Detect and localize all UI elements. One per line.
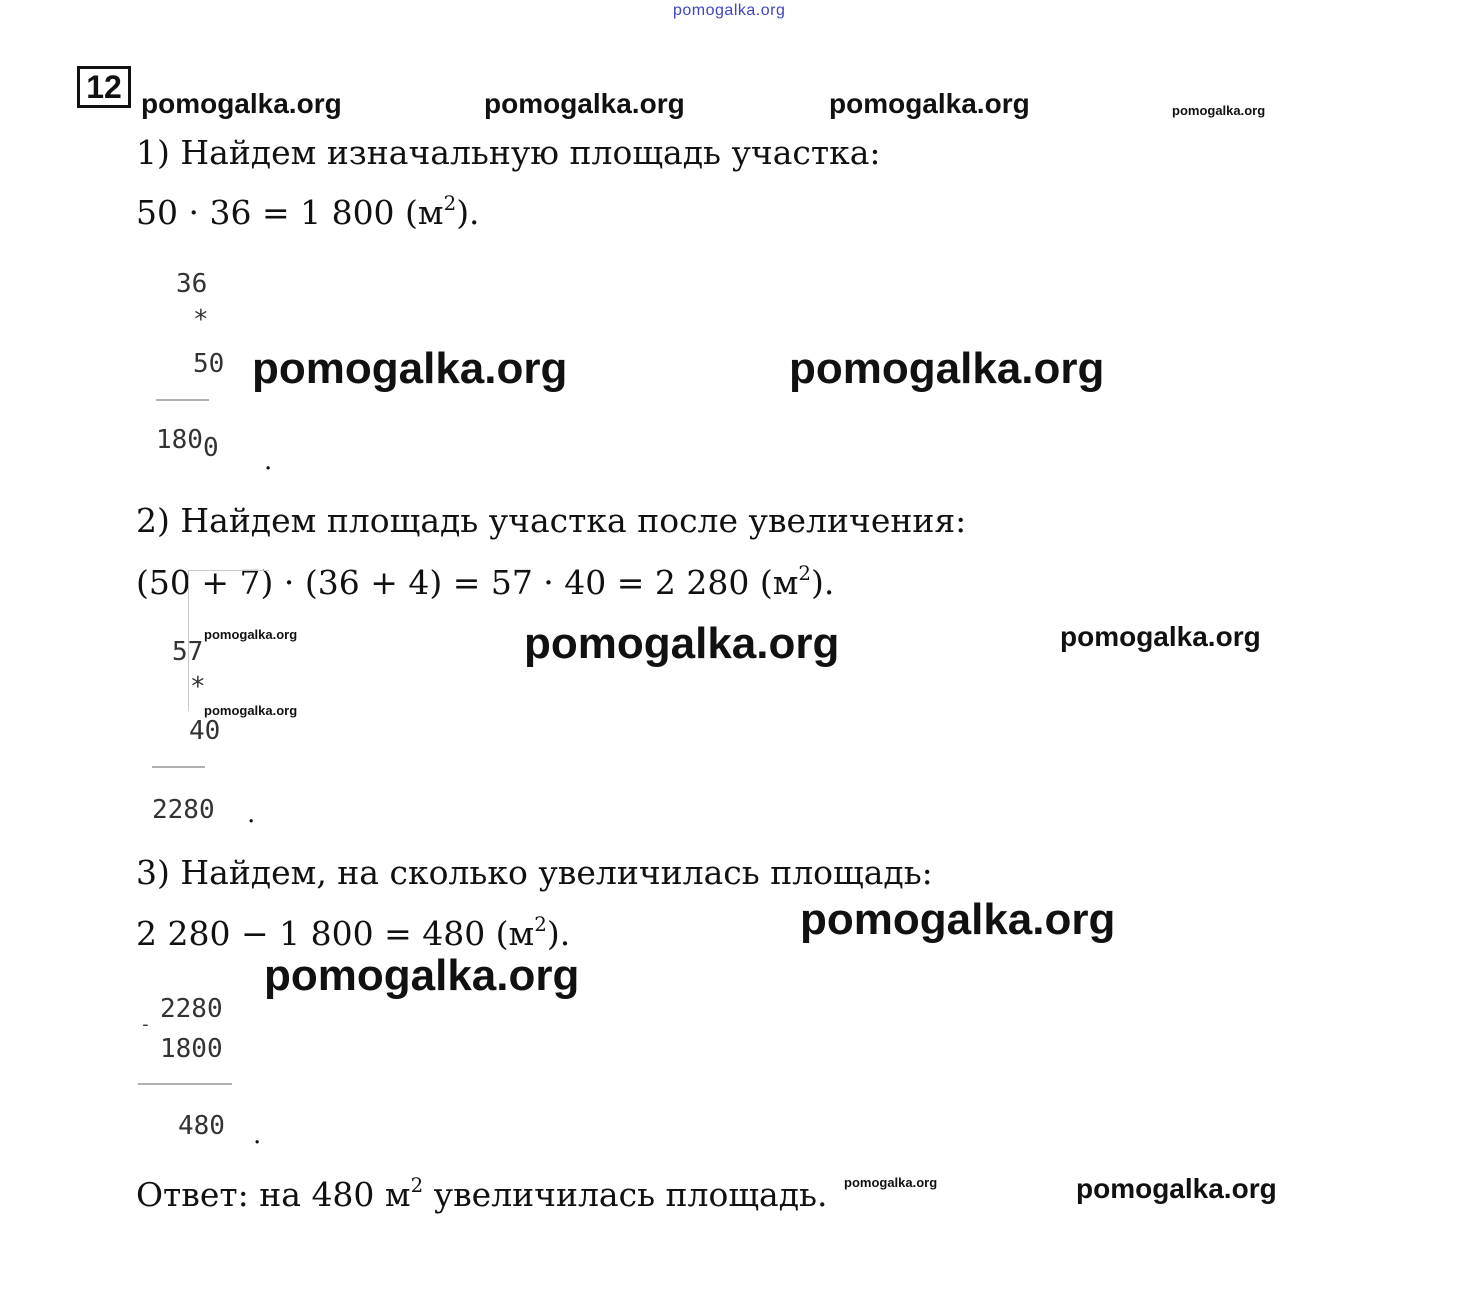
- watermark: pomogalka.org: [1172, 103, 1266, 118]
- calc-2-operator: *: [190, 672, 206, 702]
- answer-line: Ответ: на 480 $м^2$ увеличилась площадь.: [136, 1174, 828, 1214]
- watermark: pomogalka.org: [252, 344, 568, 393]
- watermark: pomogalka.org: [789, 344, 1105, 393]
- watermark: pomogalka.org: [204, 703, 298, 718]
- calc-3-subtrahend: 1800: [160, 1034, 223, 1064]
- calc-1-dot: .: [264, 446, 273, 476]
- watermark: pomogalka.org: [1076, 1173, 1277, 1204]
- watermark: pomogalka.org: [844, 1175, 938, 1190]
- calc-3-minuend: 2280: [160, 994, 223, 1024]
- step-1-heading: 1) Найдем изначальную площадь участка:: [136, 133, 881, 172]
- calc-3-rule: [138, 1083, 232, 1085]
- step-2-heading: 2) Найдем площадь участка после увеличения:: [136, 501, 967, 540]
- step-2-equation: (50 + 7) · (36 + 4) = 57 · 40 = 2 280 $(м^2)$.: [136, 562, 835, 602]
- watermark: pomogalka.org: [484, 88, 685, 119]
- step-3-heading: 3) Найдем, на сколько увеличилась площадь:: [136, 853, 933, 892]
- calc-1-multiplier: 50: [193, 349, 225, 379]
- watermark: pomogalka.org: [204, 627, 298, 642]
- calc-2-result: 2280: [152, 795, 215, 825]
- calc-1-multiplicand: 36: [176, 269, 208, 299]
- step-3-equation: 2 280 − 1 800 = 480 $(м^2)$.: [136, 913, 571, 953]
- watermark: pomogalka.org: [141, 88, 342, 119]
- top-watermark: pomogalka.org: [673, 2, 786, 19]
- calc-2-multiplicand: 57: [172, 637, 204, 667]
- watermark: pomogalka.org: [524, 619, 840, 668]
- watermark: pomogalka.org: [1060, 621, 1261, 652]
- calc-1-rule: [156, 399, 209, 401]
- watermark: pomogalka.org: [829, 88, 1030, 119]
- step-1-equation: 50 · 36 = 1 800 $(м^2)$.: [136, 192, 480, 232]
- watermark: pomogalka.org: [264, 951, 580, 1000]
- calc-3-result: 480: [178, 1111, 225, 1141]
- watermark: pomogalka.org: [800, 895, 1116, 944]
- calc-2-rule: [152, 766, 205, 768]
- calc-1-result: 1800: [156, 425, 219, 463]
- calc-1-operator: *: [193, 305, 209, 335]
- calc-3-dot: .: [253, 1120, 262, 1150]
- problem-number: 12: [77, 66, 131, 108]
- calc-3-operator: -: [140, 1014, 151, 1035]
- calc-2-multiplier: 40: [189, 716, 221, 746]
- calc-2-dot: .: [247, 799, 256, 829]
